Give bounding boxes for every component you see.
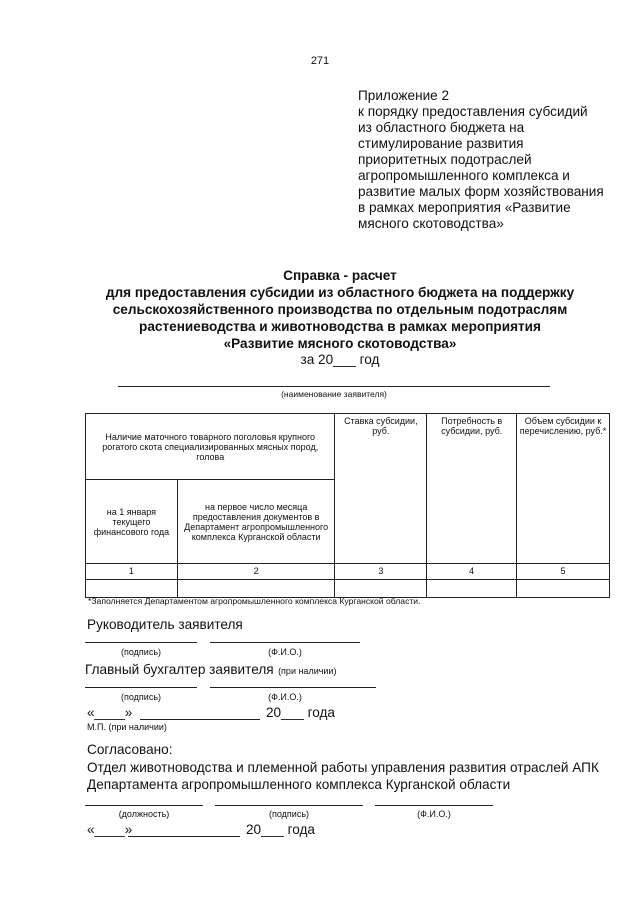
title-line: растениеводства и животноводства в рамках мероприятия xyxy=(139,319,541,334)
column-number: 2 xyxy=(177,564,335,580)
appendix-line: стимулирование развития xyxy=(358,136,524,151)
subsidy-transfer-header: Объем субсидии к перечислению, руб.* xyxy=(517,414,610,564)
month-first-header: на первое число месяца предоставления документов в Департамент агропромышленного комплекса Курганской области xyxy=(177,480,335,564)
fio-caption: (Ф.И.О.) xyxy=(268,692,302,702)
approval-label: Согласовано: xyxy=(87,742,173,757)
livestock-group-header: Наличие маточного товарного поголовья крупного рогатого скота специализированных мясных пород, голова xyxy=(86,414,335,480)
signature-caption: (подпись) xyxy=(120,692,162,702)
data-cell[interactable] xyxy=(177,580,335,598)
data-cell[interactable] xyxy=(517,580,610,598)
appendix-block xyxy=(358,88,628,232)
approval-line-2: Департамента агропромышленного комплекса Курганской области xyxy=(87,777,511,792)
appendix-line: к порядку предоставления субсидий xyxy=(358,104,588,119)
title-line: Справка - расчет xyxy=(283,268,397,283)
head-fio-line[interactable] xyxy=(210,642,360,643)
column-number: 1 xyxy=(86,564,178,580)
data-cell[interactable] xyxy=(86,580,178,598)
head-signature-line[interactable] xyxy=(85,642,197,643)
title-line: сельскохозяйственного производства по отдельным подотраслям xyxy=(112,302,568,317)
accountant-note: (при наличии) xyxy=(278,666,337,676)
appendix-line: мясного скотоводства» xyxy=(358,216,504,231)
jan1-header: на 1 января текущего финансового года xyxy=(86,480,178,564)
date-open: «____» xyxy=(87,705,133,720)
appendix-line: развитие малых форм хозяйствования xyxy=(358,184,604,199)
column-number: 4 xyxy=(427,564,517,580)
data-cell[interactable] xyxy=(427,580,517,598)
signature-caption: (подпись) xyxy=(120,647,162,657)
accountant-fio-line[interactable] xyxy=(210,687,376,688)
appendix-line: приоритетных подотраслей xyxy=(358,152,532,167)
applicant-name-line[interactable] xyxy=(118,386,550,387)
appendix-line: агропромышленного комплекса и xyxy=(358,168,570,183)
accountant-label-row xyxy=(85,661,336,679)
page-number: 271 xyxy=(310,55,330,67)
date-month-line[interactable] xyxy=(140,719,260,720)
accountant-signature-line[interactable] xyxy=(85,687,197,688)
appendix-line: из областного бюджета на xyxy=(358,120,525,135)
approval-signature-line[interactable] xyxy=(215,805,363,806)
approval-line-1: Отдел животноводства и племенной работы управления развития отраслей АПК xyxy=(87,760,599,775)
stamp-note: М.П. (при наличии) xyxy=(87,722,167,732)
calculation-table xyxy=(85,413,610,598)
title-line: «Развитие мясного скотоводства» xyxy=(223,336,457,351)
approval-date-month-line[interactable] xyxy=(128,836,240,837)
year-line: за 20___ год xyxy=(300,352,380,367)
subsidy-rate-header: Ставка субсидии, руб. xyxy=(335,414,427,564)
head-label: Руководитель заявителя xyxy=(87,617,243,632)
position-line[interactable] xyxy=(85,805,203,806)
approval-date-open: «____» xyxy=(87,822,133,837)
accountant-label: Главный бухгалтер заявителя xyxy=(85,662,274,677)
appendix-line: в рамках мероприятия «Развитие xyxy=(358,200,571,215)
position-caption: (должность) xyxy=(118,809,170,819)
document-title xyxy=(40,267,640,352)
fio-caption: (Ф.И.О.) xyxy=(417,809,451,819)
applicant-caption: (наименование заявителя) xyxy=(281,389,387,399)
appendix-line: Приложение 2 xyxy=(358,88,450,103)
approval-date-year: 20___ года xyxy=(246,822,315,837)
date-year: 20___ года xyxy=(266,705,335,720)
column-number: 5 xyxy=(517,564,610,580)
signature-caption: (подпись) xyxy=(268,809,310,819)
column-number: 3 xyxy=(335,564,427,580)
data-cell[interactable] xyxy=(335,580,427,598)
fio-caption: (Ф.И.О.) xyxy=(268,647,302,657)
table-footnote: *Заполняется Департаментом агропромышленного комплекса Курганской области. xyxy=(88,596,421,606)
title-line: для предоставления субсидии из областного бюджета на поддержку xyxy=(105,285,575,300)
approval-fio-line[interactable] xyxy=(375,805,493,806)
subsidy-need-header: Потребность в субсидии, руб. xyxy=(427,414,517,564)
